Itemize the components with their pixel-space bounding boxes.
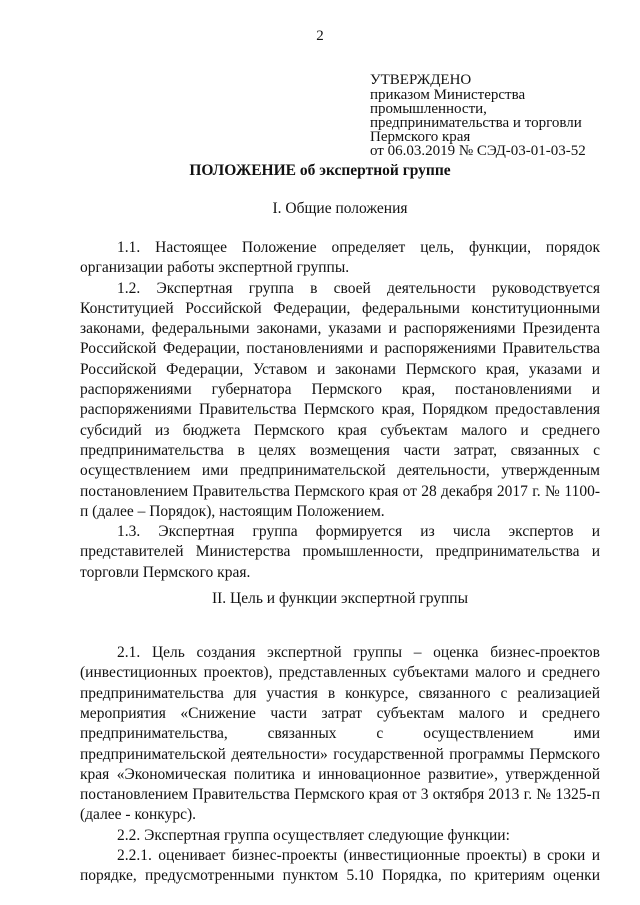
approval-line: Пермского края bbox=[370, 129, 471, 145]
approval-line: приказом Министерства bbox=[370, 87, 526, 103]
document-body bbox=[80, 238, 600, 887]
paragraph-2-2-1: 2.2.1. оценивает бизнес-проекты (инвестиционные проекты) в сроки и порядке, предусмотренными пунктом 5.10 Порядка, по критериям оценки bbox=[80, 847, 600, 885]
approval-line: промышленности, bbox=[370, 101, 487, 117]
paragraph-1-1: 1.1. Настоящее Положение определяет цель, функции, порядок организации работы экспертной группы. bbox=[80, 239, 600, 277]
document-title: ПОЛОЖЕНИЕ об экспертной группе bbox=[189, 162, 451, 179]
paragraph-2-2: 2.2. Экспертная группа осуществляет следующие функции: bbox=[117, 826, 510, 844]
section-2-heading-wrap bbox=[80, 583, 600, 643]
section-heading-general: I. Общие положения bbox=[272, 200, 408, 217]
paragraph-1-3: 1.3. Экспертная группа формируется из числа экспертов и представителей Министерства промышленности, предпринимательства и торговли Пермского края. bbox=[80, 523, 600, 581]
approval-title: УТВЕРЖДЕНО bbox=[370, 72, 472, 88]
paragraph-2-1: 2.1. Цель создания экспертной группы – оценка бизнес-проектов (инвестиционных проектов), представленных субъектами малого и среднего предпринимательства для участия в конкурсе, связанного с реализацией мероприятия «Снижение части затрат субъектам малого и среднего предпринимательства, связанных с осуществлением ими предпринимательской деятельности» государственной программы Пермского края «Экономическая политика и инновационное развитие», утвержденной постановлением Правительства Пермского края от 3 октября 2013 г. № 1325-п (далее - конкурс). bbox=[80, 644, 600, 824]
approval-line: от 06.03.2019 № СЭД-03-01-03-52 bbox=[370, 143, 586, 159]
section-heading-goals: II. Цель и функции экспертной группы bbox=[211, 590, 469, 608]
paragraph-1-2: 1.2. Экспертная группа в своей деятельности руководствуется Конституцией Российской Федерации, федеральными конституционными законами, федеральными законами, указами и распоряжениями Президента Российской Федерации, постановлениями и распоряжениями Правительства Российской Федерации, Уставом и законами Пермского края, указами и распоряжениями губернатора Пермского края, постановлениями и распоряжениями Правительства Пермского края, Порядком предоставления субсидий из бюджета Пермского края субъектам малого и среднего предпринимательства в целях возмещения части затрат, связанных с осуществлением ими предпринимательской деятельности, утвержденным постановлением Правительства Пермского края от 28 декабря 2017 г. № 1100-п (далее – Порядок), настоящим Положением. bbox=[80, 279, 600, 520]
approval-block bbox=[370, 73, 632, 158]
approval-line: предпринимательства и торговли bbox=[370, 115, 582, 131]
page-number: 2 bbox=[316, 28, 324, 44]
